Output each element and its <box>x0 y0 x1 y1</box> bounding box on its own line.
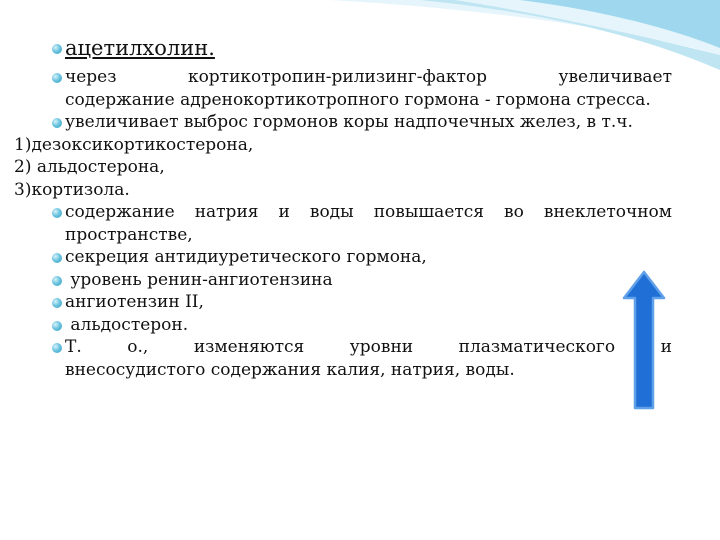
item-text: альдостерон. <box>65 314 189 335</box>
word: изменяются <box>193 337 305 357</box>
item-text: внесосудистого содержания калия, натрия, воды. <box>65 359 515 380</box>
item-text: секреция антидиуретического гормона, <box>65 247 427 267</box>
word: увеличивает <box>558 67 672 87</box>
list-item <box>14 34 672 62</box>
circle-bullet-icon <box>52 276 62 286</box>
circle-bullet-icon <box>52 118 62 128</box>
circle-bullet-icon <box>52 298 62 308</box>
plain-line: 1)дезоксикортикостерона, <box>14 134 254 155</box>
justified-line <box>65 336 672 359</box>
circle-bullet-icon <box>52 253 62 263</box>
word: кортикотропин-рилизинг-фактор <box>187 67 488 87</box>
plain-line: 2) альдостерона, <box>14 157 165 177</box>
item-text: ангиотензин II, <box>65 292 204 312</box>
up-arrow-icon <box>622 270 666 410</box>
word: плазматического <box>458 337 616 357</box>
word: о., <box>127 337 149 357</box>
item-text: уровень ренин-ангиотензина <box>65 269 333 290</box>
circle-bullet-icon <box>52 321 62 331</box>
word: уровни <box>349 337 414 357</box>
item-text: содержание адренокортикотропного гормона - гормона стресса. <box>65 89 651 110</box>
word: и <box>660 337 672 357</box>
list-item <box>14 336 672 381</box>
list-item <box>14 66 672 111</box>
item-text: увеличивает выброс гормонов коры надпочечных желез, в т.ч. <box>65 112 633 132</box>
circle-bullet-icon <box>52 44 62 54</box>
item-text: содержание натрия и воды повышается во внеклеточном пространстве, <box>65 202 672 245</box>
circle-bullet-icon <box>52 343 62 353</box>
list-item <box>14 111 672 134</box>
circle-bullet-icon <box>52 208 62 218</box>
word: через <box>65 67 117 87</box>
list-item <box>14 269 672 292</box>
list-item <box>14 201 672 246</box>
word: Т. <box>65 337 82 357</box>
list-item <box>14 314 672 337</box>
list-item <box>14 291 672 314</box>
justified-line <box>65 66 672 89</box>
circle-bullet-icon <box>52 73 62 83</box>
plain-line: 3)кортизола. <box>14 179 130 200</box>
slide-body <box>14 34 672 381</box>
item-text: ацетилхолин. <box>65 36 215 60</box>
list-item <box>14 246 672 269</box>
